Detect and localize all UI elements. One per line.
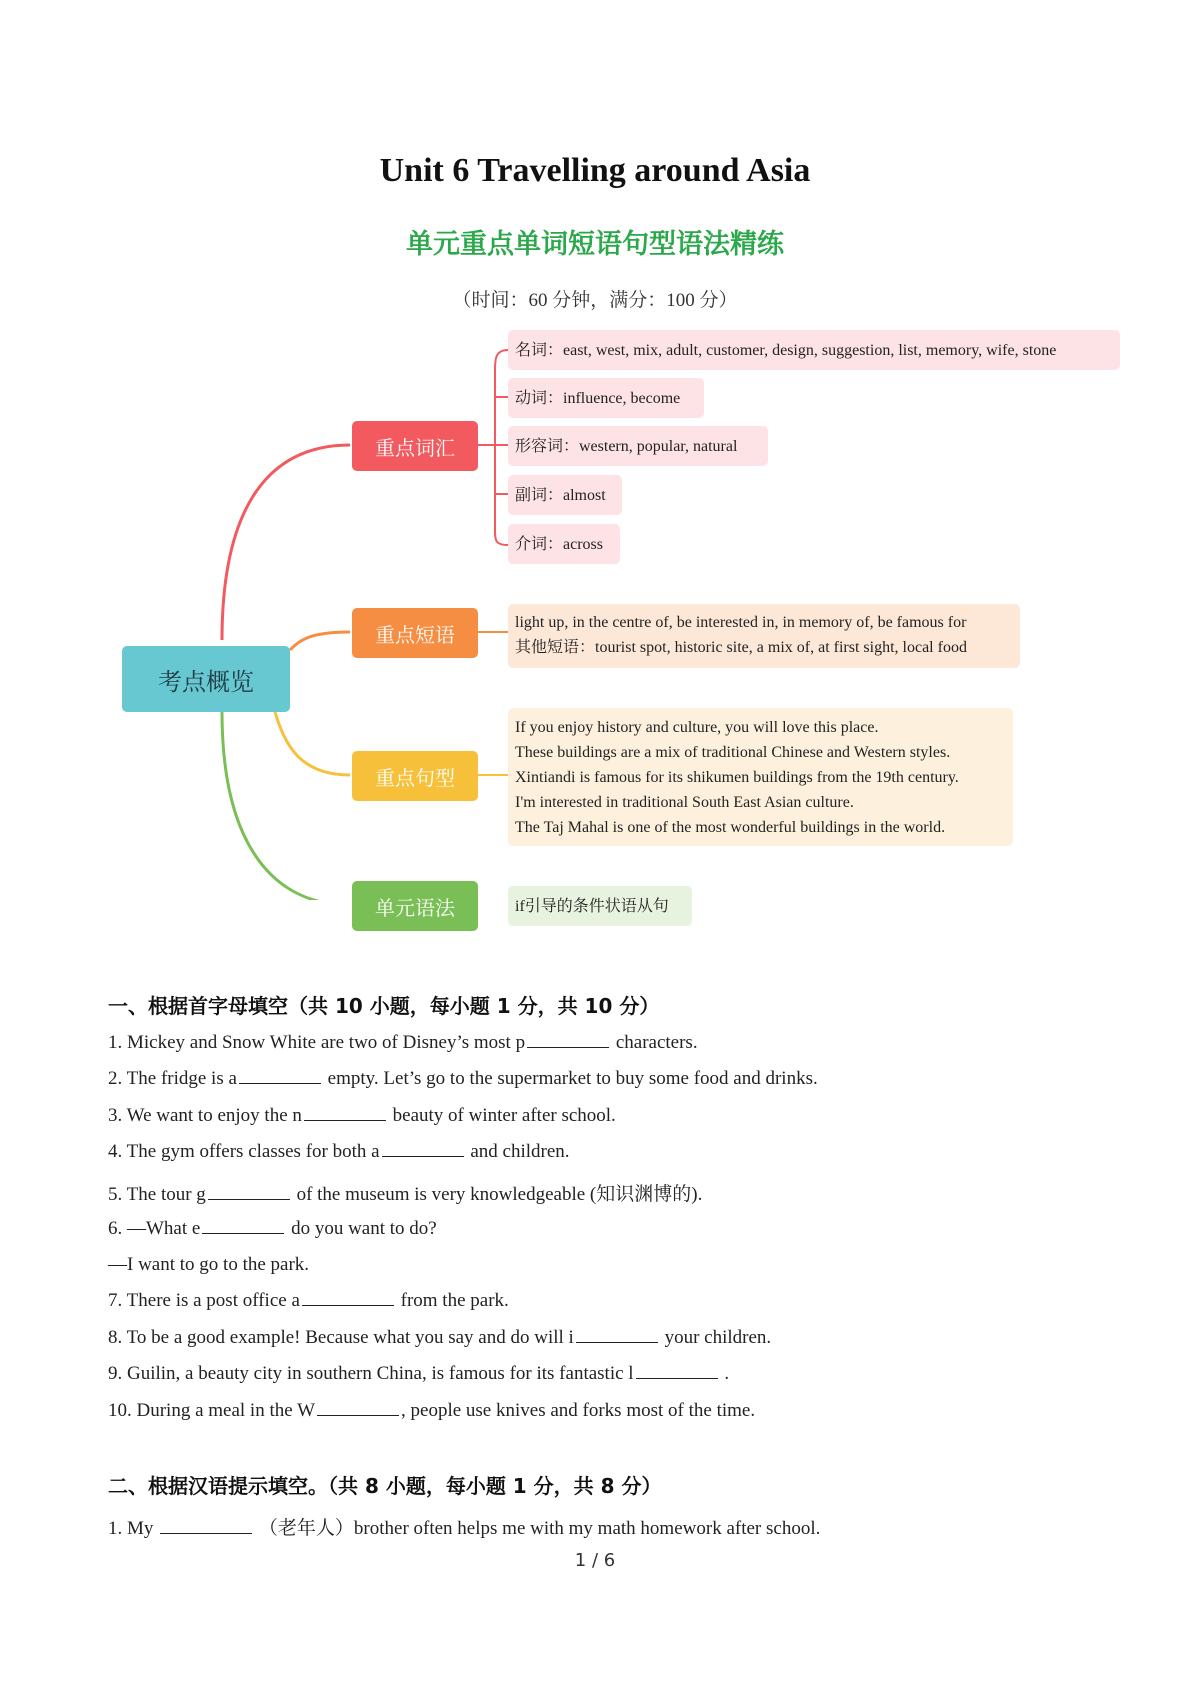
time-info: （时间：60 分钟，满分：100 分） — [452, 290, 738, 311]
branch-phrases: 重点短语 — [352, 608, 478, 658]
vocab-verbs: 动词：influence, become — [508, 378, 704, 418]
question-1: 1. Mickey and Snow White are two of Disney’s most p characters. — [108, 1032, 698, 1053]
answer-blank[interactable] — [239, 1082, 321, 1084]
answer-blank[interactable] — [202, 1232, 284, 1234]
sentence-line: These buildings are a mix of traditional Chinese and Western styles. — [515, 744, 951, 761]
question-6: 6. —What e do you want to do? — [108, 1218, 437, 1239]
branch-grammar: 单元语法 — [352, 881, 478, 931]
grammar-box: if引导的条件状语从句 — [508, 886, 692, 926]
section2-heading: 二、根据汉语提示填空。（共 8 小题，每小题 1 分，共 8 分） — [108, 1474, 662, 1498]
question-9: 9. Guilin, a beauty city in southern China, is famous for its fantastic l . — [108, 1363, 730, 1384]
answer-blank[interactable] — [382, 1155, 464, 1157]
answer-blank[interactable] — [527, 1046, 609, 1048]
vocab-adjectives: 形容词：western, popular, natural — [508, 426, 768, 466]
question-4: 4. The gym offers classes for both a and children. — [108, 1141, 570, 1162]
sentence-line: The Taj Mahal is one of the most wonderful buildings in the world. — [515, 819, 946, 836]
page-title: Unit 6 Travelling around Asia — [379, 152, 811, 189]
s2-question-1: 1. My （老年人）brother often helps me with my math homework after school. — [108, 1518, 821, 1539]
page-subtitle: 单元重点单词短语句型语法精练 — [406, 229, 784, 260]
vocab-nouns: 名词：east, west, mix, adult, customer, design, suggestion, list, memory, wife, stone — [508, 330, 1120, 370]
answer-blank[interactable] — [636, 1377, 718, 1379]
sentence-line: Xintiandi is famous for its shikumen buildings from the 19th century. — [515, 769, 959, 786]
vocab-adverbs: 副词：almost — [508, 475, 622, 515]
answer-blank[interactable] — [304, 1119, 386, 1121]
section1-heading: 一、根据首字母填空（共 10 小题，每小题 1 分，共 10 分） — [108, 994, 660, 1018]
question-8: 8. To be a good example! Because what you say and do will i your children. — [108, 1327, 772, 1348]
sentences-box — [508, 708, 1013, 846]
answer-blank[interactable] — [317, 1414, 399, 1416]
answer-blank[interactable] — [160, 1532, 252, 1534]
sentence-line: If you enjoy history and culture, you will love this place. — [515, 719, 879, 736]
answer-blank[interactable] — [576, 1341, 658, 1343]
vocab-prepositions: 介词：across — [508, 524, 620, 564]
question-5: 5. The tour g of the museum is very knowledgeable (知识渊博的). — [108, 1184, 703, 1205]
question-10: 10. During a meal in the W , people use knives and forks most of the time. — [108, 1400, 756, 1421]
question-2: 2. The fridge is a empty. Let’s go to the supermarket to buy some food and drinks. — [108, 1068, 818, 1089]
phrases-line: 其他短语：tourist spot, historic site, a mix of, at first sight, local food — [515, 639, 967, 656]
phrases-box — [508, 604, 1020, 668]
question-7: 7. There is a post office a from the park. — [108, 1290, 509, 1311]
branch-sentences: 重点句型 — [352, 751, 478, 801]
phrases-line: light up, in the centre of, be interested in, in memory of, be famous for — [515, 614, 967, 631]
page-number: 1 / 6 — [574, 1550, 616, 1571]
question-6-reply: —I want to go to the park. — [108, 1254, 310, 1275]
mindmap-root: 考点概览 — [122, 646, 290, 712]
question-3: 3. We want to enjoy the n beauty of winter after school. — [108, 1105, 616, 1126]
branch-vocab: 重点词汇 — [352, 421, 478, 471]
answer-blank[interactable] — [302, 1304, 394, 1306]
sentence-line: I'm interested in traditional South East Asian culture. — [515, 794, 854, 811]
answer-blank[interactable] — [208, 1198, 290, 1200]
